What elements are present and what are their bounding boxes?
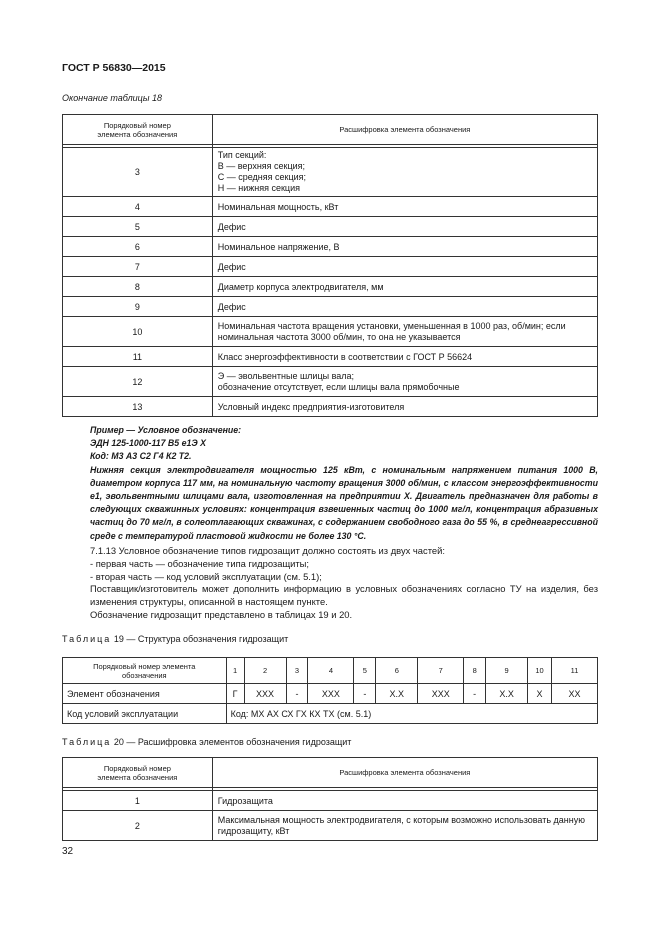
table-row: [63, 257, 598, 277]
example-designation: ЭДН 125-1000-117 В5 е1Э Х: [90, 438, 207, 449]
table19-header-label: Порядковый номер элемента обозначения: [63, 658, 227, 684]
row-description: Класс энергоэффективности в соответствии с ГОСТ Р 56624: [212, 347, 597, 367]
table-row: [63, 684, 598, 704]
row-number: 7: [63, 257, 213, 277]
row-description: Дефис: [212, 217, 597, 237]
table-18: [62, 114, 598, 417]
element-number: 8: [464, 658, 486, 684]
row-number: 8: [63, 277, 213, 297]
table18-caption: Окончание таблицы 18: [62, 93, 162, 103]
element-cell: ХХ: [552, 684, 598, 704]
table-row: [63, 317, 598, 347]
element-number: 9: [486, 658, 528, 684]
table19-caption-word: Таблица: [62, 634, 112, 644]
table-row: [63, 217, 598, 237]
table-row: [63, 297, 598, 317]
table18-header-description: Расшифровка элемента обозначения: [212, 115, 597, 145]
table-row: [63, 347, 598, 367]
paragraph: Обозначение гидрозащит представлено в таблицах 19 и 20.: [90, 608, 353, 620]
row-description: Максимальная мощность электродвигателя, с которым возможно использовать данную гидрозащиту, кВт: [212, 811, 597, 841]
element-number: 3: [286, 658, 308, 684]
element-cell: Г: [226, 684, 244, 704]
row-description: Номинальная частота вращения установки, уменьшенная в 1000 раз, об/мин; если номинальная частота 3000 об/мин, то она не указывается: [212, 317, 597, 347]
table20-caption-word: Таблица: [62, 737, 112, 747]
row-number: 11: [63, 347, 213, 367]
row-number: 1: [63, 791, 213, 811]
table19-caption: [62, 634, 288, 644]
table-row: [63, 367, 598, 397]
table-row: [63, 704, 598, 724]
section-7-1-13: [62, 545, 598, 622]
element-cell: Х: [528, 684, 552, 704]
row-description: Условный индекс предприятия-изготовителя: [212, 397, 597, 417]
row-number: 10: [63, 317, 213, 347]
element-number: 7: [418, 658, 464, 684]
row-label: Элемент обозначения: [63, 684, 227, 704]
row-description: Э — эвольвентные шлицы вала; обозначение отсутствует, если шлицы вала прямобочные: [212, 367, 597, 397]
row-number: 9: [63, 297, 213, 317]
list-item: - первая часть — обозначение типа гидрозащиты;: [90, 557, 310, 569]
paragraph: Поставщик/изготовитель может дополнить информацию в условных обозначениях согласно ТУ на изделия, без изменения структуры, описанной в настоящем пункте.: [90, 583, 598, 608]
element-number: 1: [226, 658, 244, 684]
table20-header-number: Порядковый номер элемента обозначения: [63, 758, 213, 788]
table-row: [63, 237, 598, 257]
table19-caption-text: 19 — Структура обозначения гидрозащит: [113, 634, 289, 644]
element-number: 6: [376, 658, 418, 684]
example-title: Пример — Условное обозначение:: [90, 425, 242, 435]
element-number: 11: [552, 658, 598, 684]
table20-caption-text: 20 — Расшифровка элементов обозначения гидрозащит: [113, 737, 352, 747]
row-description: Гидрозащита: [212, 791, 597, 811]
row-number: 2: [63, 811, 213, 841]
table-row: [63, 791, 598, 811]
element-number: 10: [528, 658, 552, 684]
element-cell: Х.Х: [376, 684, 418, 704]
row-description: Номинальное напряжение, В: [212, 237, 597, 257]
example-description: Нижняя секция электродвигателя мощностью 125 кВт, с номинальным напряжением питания 1000 В, диаметром корпуса 117 мм, на номинальную частоту вращения 3000 об/мин, с классом энергоэффективности е1, эвольвентными шлицами вала, изготовленная на предприятии Х. Двигатель предназначен для работы в следующих скважинных условиях: концентрация взвешенных частиц до 1000 мг/л, концентрация абразивных частиц до 70 мг/л, в солеотлагающих скважинах, с содержанием свободного газа до 55 %, в среднеагрессивной среде с температурой пластовой жидкости не более 130 °С.: [90, 464, 598, 541]
table20-caption: [62, 737, 351, 747]
row-label: Код условий эксплуатации: [63, 704, 227, 724]
row-description: Тип секций: В — верхняя секция; С — средняя секция; Н — нижняя секция: [212, 148, 597, 197]
table-row: [63, 148, 598, 197]
row-description: Диаметр корпуса электродвигателя, мм: [212, 277, 597, 297]
document-code: ГОСТ Р 56830—2015: [62, 62, 166, 74]
table-19: [62, 657, 598, 724]
row-number: 12: [63, 367, 213, 397]
table18-header-number: Порядковый номер элемента обозначения: [63, 115, 213, 145]
row-description: Дефис: [212, 297, 597, 317]
row-number: 13: [63, 397, 213, 417]
element-cell: -: [354, 684, 376, 704]
page-number: 32: [62, 846, 74, 857]
table-row: [63, 197, 598, 217]
table20-header-description: Расшифровка элемента обозначения: [212, 758, 597, 788]
element-number: 5: [354, 658, 376, 684]
row-description: Дефис: [212, 257, 597, 277]
example-block: [90, 424, 598, 543]
table-row: [63, 811, 598, 841]
element-cell: ХХХ: [244, 684, 286, 704]
row-number: 3: [63, 148, 213, 197]
element-cell: ХХХ: [418, 684, 464, 704]
list-item: - вторая часть — код условий эксплуатации (см. 5.1);: [90, 570, 322, 582]
row-number: 5: [63, 217, 213, 237]
table-20: [62, 757, 598, 841]
operating-conditions-code: Код: МХ АХ СХ ГХ КХ ТХ (см. 5.1): [226, 704, 597, 724]
row-description: Номинальная мощность, кВт: [212, 197, 597, 217]
element-cell: Х.Х: [486, 684, 528, 704]
element-number: 4: [308, 658, 354, 684]
row-number: 4: [63, 197, 213, 217]
table-row: [63, 397, 598, 417]
element-cell: -: [286, 684, 308, 704]
element-number: 2: [244, 658, 286, 684]
table-row: [63, 277, 598, 297]
element-cell: ХХХ: [308, 684, 354, 704]
example-code: Код: М3 А3 С2 Г4 К2 Т2.: [90, 451, 192, 462]
paragraph: 7.1.13 Условное обозначение типов гидрозащит должно состоять из двух частей:: [90, 545, 445, 556]
element-cell: -: [464, 684, 486, 704]
row-number: 6: [63, 237, 213, 257]
